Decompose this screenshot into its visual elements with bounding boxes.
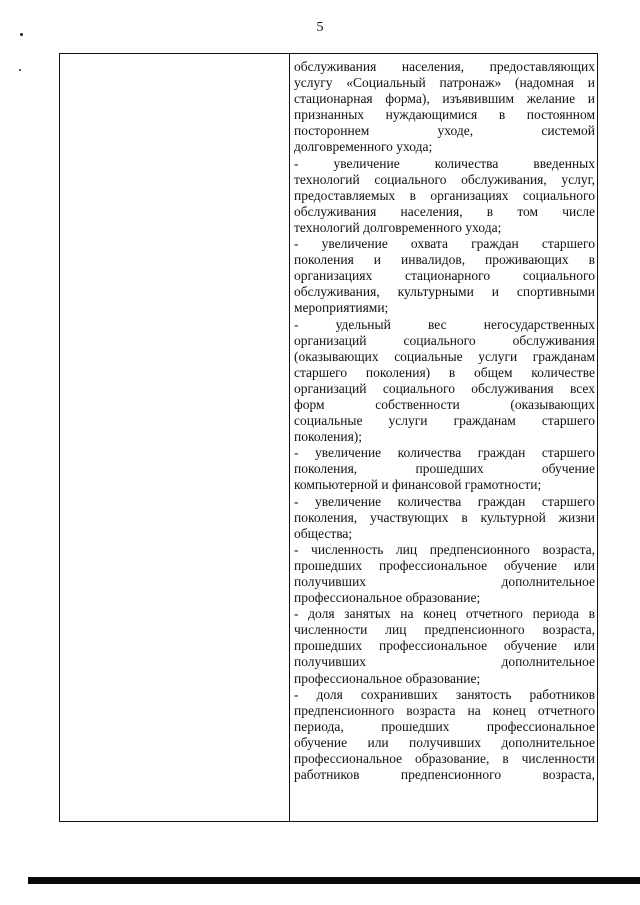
text-line: обслуживания, культурными и спортивными bbox=[294, 284, 595, 300]
page-number: 5 bbox=[316, 20, 324, 35]
text-line: прошедших профессиональное обучение или bbox=[294, 638, 595, 654]
text-line: признанных нуждающимися в постоянном bbox=[294, 107, 595, 123]
text-line: общества; bbox=[294, 525, 353, 541]
text-line: - удельный вес негосударственных bbox=[294, 316, 595, 332]
text-line: - увеличение количества введенных bbox=[294, 155, 595, 171]
text-line: (оказывающих социальные услуги гражданам bbox=[294, 348, 595, 364]
text-line: технологий социального обслуживания, услуг, bbox=[294, 171, 595, 187]
text-line: услугу «Социальный патронаж» (надомная и bbox=[294, 75, 595, 91]
text-line: форм собственности (оказывающих bbox=[294, 396, 595, 412]
text-line: численности лиц предпенсионного возраста, bbox=[294, 622, 595, 638]
text-line: - увеличение количества граждан старшего bbox=[294, 493, 595, 509]
text-line: работников предпенсионного возраста, bbox=[294, 767, 595, 783]
table-right-cell bbox=[290, 54, 597, 821]
text-line: технологий долговременного ухода; bbox=[294, 219, 502, 235]
text-line: старшего поколения) в общем количестве bbox=[294, 364, 595, 380]
text-line: поколения, участвующих в культурной жизни bbox=[294, 509, 595, 525]
text-line: обслуживания населения, предоставляющих bbox=[294, 59, 595, 74]
text-line: компьютерной и финансовой грамотности; bbox=[294, 477, 542, 493]
scan-artifact-dot bbox=[20, 33, 23, 36]
text-line: постороннем уходе, системой bbox=[294, 123, 595, 139]
text-line: организациях стационарного социального bbox=[294, 268, 595, 284]
table-left-cell bbox=[60, 54, 290, 821]
text-line: - доля занятых на конец отчетного периода в bbox=[294, 606, 595, 622]
scan-bottom-edge bbox=[28, 877, 640, 884]
text-line: предоставляемых в организациях социального bbox=[294, 187, 595, 203]
text-line: поколения); bbox=[294, 429, 363, 445]
text-line: - увеличение количества граждан старшего bbox=[294, 445, 595, 461]
text-line: - увеличение охвата граждан старшего bbox=[294, 236, 595, 252]
text-line: поколения, прошедших обучение bbox=[294, 461, 595, 477]
content-table bbox=[59, 53, 598, 822]
text-line: стационарная форма), изъявившим желание и bbox=[294, 91, 595, 107]
text-line: организаций социального обслуживания bbox=[294, 332, 595, 348]
text-line: - доля сохранивших занятость работников bbox=[294, 686, 595, 702]
text-line: профессиональное образование; bbox=[294, 590, 481, 606]
text-line: профессиональное образование; bbox=[294, 670, 481, 686]
scan-artifact-dot bbox=[19, 69, 21, 71]
text-line: получивших дополнительное bbox=[294, 654, 595, 670]
text-line: - численность лиц предпенсионного возраста, bbox=[294, 541, 595, 557]
text-line: прошедших профессиональное обучение или bbox=[294, 557, 595, 573]
text-line: получивших дополнительное bbox=[294, 574, 595, 589]
text-line: организаций социального обслуживания всех bbox=[294, 380, 595, 396]
text-line: предпенсионного возраста на конец отчетного bbox=[294, 702, 595, 718]
text-line: обслуживания населения, в том числе bbox=[294, 203, 595, 219]
text-line: периода, прошедших профессиональное bbox=[294, 718, 595, 734]
text-line: социальные услуги гражданам старшего bbox=[294, 413, 595, 429]
text-line: мероприятиями; bbox=[294, 300, 389, 316]
text-line: обучение или получивших дополнительное bbox=[294, 734, 595, 750]
text-line: профессиональное образование, в численности bbox=[294, 751, 595, 767]
text-line: поколения и инвалидов, проживающих в bbox=[294, 252, 595, 268]
text-line: долговременного ухода; bbox=[294, 139, 433, 155]
